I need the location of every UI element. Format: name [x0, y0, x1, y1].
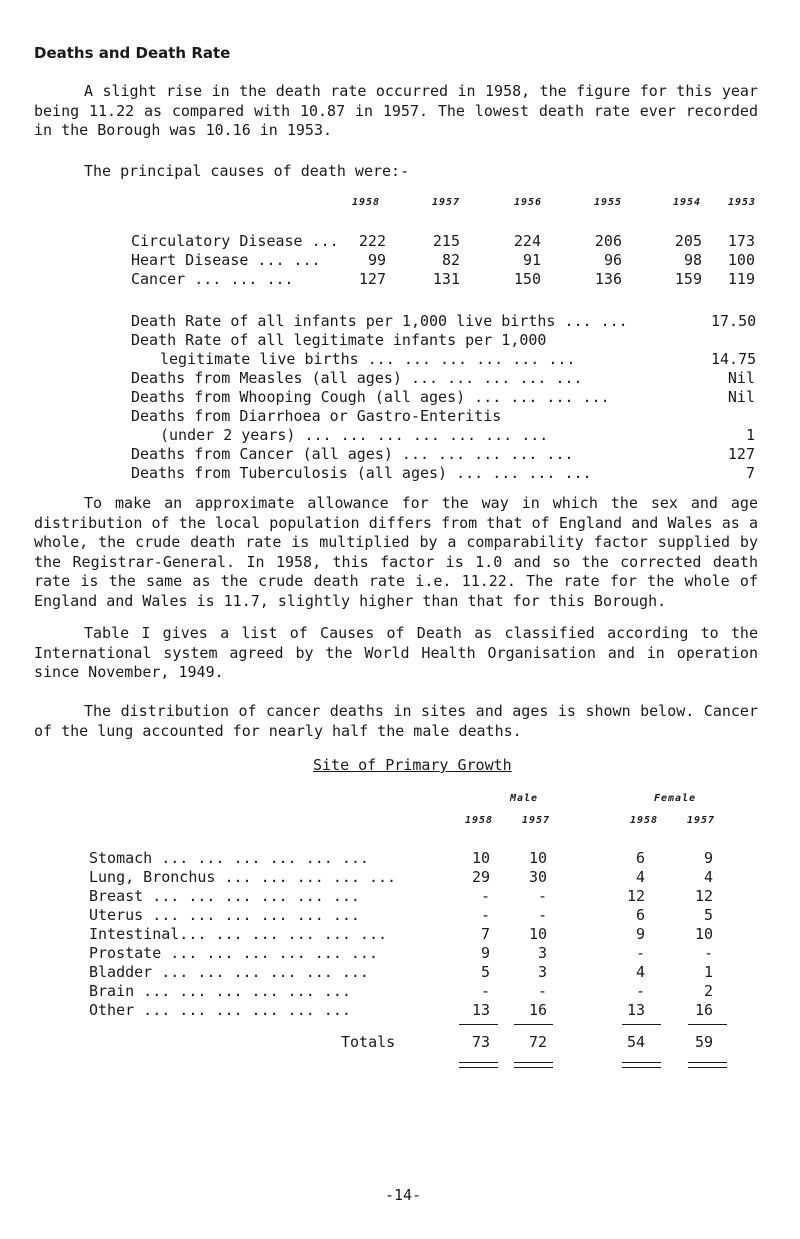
cause-value: 159	[674, 270, 702, 288]
site-value: 12	[694, 887, 713, 905]
cause-year-header: 1955	[594, 197, 623, 208]
paragraph-comparability: To make an approximate allowance for the way in which the sex and age distribution of the local population differs from that of England and Wales as a whole, the crude death rate is multiplied by a comparability factor supplied by the Registrar-General. In 1958, this factor is 1.0 and so the corrected death rate is the same as the crude death rate i.e. 11.22. The rate for the whole of England and Wales is 11.7, slightly higher than that for this Borough.	[34, 494, 758, 610]
rate-label: Deaths from Tuberculosis (all ages) ... ... ... ...	[131, 464, 592, 482]
total-rule	[622, 1024, 661, 1025]
cause-year-header: 1958	[352, 197, 381, 208]
cause-year-header: 1957	[432, 197, 461, 208]
site-value: 4	[635, 868, 645, 886]
rate-value: 14.75	[711, 350, 757, 368]
site-value: 29	[471, 868, 490, 886]
principal-causes-intro: The principal causes of death were:-	[84, 162, 410, 180]
site-value: -	[480, 906, 490, 924]
site-value: 16	[694, 1001, 713, 1019]
rate-value: 127	[727, 445, 755, 463]
site-value: 30	[528, 868, 547, 886]
paragraph-table-one: Table I gives a list of Causes of Death as classified according to the International system agreed by the World Health Organisation and in operation since November, 1949.	[34, 624, 758, 681]
cause-value: 82	[441, 251, 460, 269]
cause-value: 119	[727, 270, 755, 288]
cause-row-label: Heart Disease ... ...	[131, 251, 321, 269]
cause-year-header: 1953	[728, 197, 757, 208]
group-header-male: Male	[510, 793, 539, 804]
site-table-title: Site of Primary Growth	[313, 756, 512, 774]
site-value: -	[480, 887, 490, 905]
site-row-label: Uterus ... ... ... ... ... ...	[89, 906, 360, 924]
site-row-label: Prostate ... ... ... ... ... ...	[89, 944, 378, 962]
total-double-rule	[622, 1062, 661, 1068]
site-value: 6	[635, 849, 645, 867]
total-rule	[459, 1024, 498, 1025]
site-row-label: Lung, Bronchus ... ... ... ... ...	[89, 868, 397, 886]
cause-value: 136	[594, 270, 622, 288]
site-value: 4	[635, 963, 645, 981]
site-row-label: Other ... ... ... ... ... ...	[89, 1001, 351, 1019]
rate-label-continued: (under 2 years) ... ... ... ... ... ... ...	[160, 426, 549, 444]
cause-value: 98	[683, 251, 702, 269]
site-row-label: Stomach ... ... ... ... ... ...	[89, 849, 369, 867]
total-double-rule	[688, 1062, 727, 1068]
site-value: -	[703, 944, 713, 962]
total-value: 72	[528, 1033, 547, 1051]
cause-value: 205	[674, 232, 702, 250]
rate-value: Nil	[727, 388, 755, 406]
site-value: 3	[537, 944, 547, 962]
cause-value: 206	[594, 232, 622, 250]
rate-value: 1	[745, 426, 755, 444]
rate-label-continued: legitimate live births ... ... ... ... ... ...	[160, 350, 576, 368]
rate-value: Nil	[727, 369, 755, 387]
cause-value: 215	[432, 232, 460, 250]
paragraph-cancer-distribution: The distribution of cancer deaths in sites and ages is shown below. Cancer of the lung accounted for nearly half the male deaths.	[34, 702, 758, 740]
page-heading: Deaths and Death Rate	[34, 44, 231, 62]
rate-label: Deaths from Measles (all ages) ... ... ... ... ...	[131, 369, 583, 387]
page-number: -14-	[385, 1186, 422, 1204]
total-rule	[688, 1024, 727, 1025]
site-value: 1	[703, 963, 713, 981]
total-value: 73	[471, 1033, 490, 1051]
site-value: 13	[471, 1001, 490, 1019]
rate-label: Deaths from Diarrhoea or Gastro-Enteritis	[131, 407, 502, 425]
site-value: 9	[703, 849, 713, 867]
site-row-label: Breast ... ... ... ... ... ...	[89, 887, 360, 905]
site-year-header: 1957	[522, 815, 551, 826]
cause-row-label: Circulatory Disease ...	[131, 232, 339, 250]
rate-label: Death Rate of all infants per 1,000 live births ... ...	[131, 312, 628, 330]
site-row-label: Bladder ... ... ... ... ... ...	[89, 963, 369, 981]
rate-value: 17.50	[711, 312, 757, 330]
site-value: 5	[703, 906, 713, 924]
cause-row-label: Cancer ... ... ...	[131, 270, 294, 288]
site-value: 16	[528, 1001, 547, 1019]
site-value: 10	[528, 925, 547, 943]
site-value: 7	[480, 925, 490, 943]
site-row-label: Brain ... ... ... ... ... ...	[89, 982, 351, 1000]
site-value: -	[537, 906, 547, 924]
site-value: 3	[537, 963, 547, 981]
paragraph-death-rate: A slight rise in the death rate occurred in 1958, the figure for this year being 11.22 as compared with 10.87 in 1957. The lowest death rate ever recorded in the Borough was 10.16 in 1953.	[34, 82, 758, 139]
site-value: -	[635, 944, 645, 962]
cause-year-header: 1956	[514, 197, 543, 208]
total-value: 59	[694, 1033, 713, 1051]
total-rule	[514, 1024, 553, 1025]
rate-label: Deaths from Whooping Cough (all ages) ... ... ... ...	[131, 388, 610, 406]
cause-value: 127	[358, 270, 386, 288]
group-header-female: Female	[654, 793, 697, 804]
site-value: 9	[635, 925, 645, 943]
site-value: 2	[703, 982, 713, 1000]
site-row-label: Intestinal... ... ... ... ... ...	[89, 925, 388, 943]
site-value: 10	[471, 849, 490, 867]
site-value: 13	[626, 1001, 645, 1019]
site-year-header: 1958	[630, 815, 659, 826]
site-value: 9	[480, 944, 490, 962]
cause-value: 222	[358, 232, 386, 250]
cause-value: 96	[603, 251, 622, 269]
site-value: -	[537, 887, 547, 905]
site-year-header: 1958	[465, 815, 494, 826]
cause-value: 173	[727, 232, 755, 250]
totals-label: Totals	[341, 1033, 396, 1051]
total-value: 54	[626, 1033, 645, 1051]
cause-value: 99	[367, 251, 386, 269]
cause-value: 131	[432, 270, 460, 288]
rate-label: Death Rate of all legitimate infants per 1,000	[131, 331, 547, 349]
cause-value: 224	[513, 232, 541, 250]
cause-year-header: 1954	[673, 197, 702, 208]
site-value: -	[635, 982, 645, 1000]
site-value: 12	[626, 887, 645, 905]
site-value: 10	[694, 925, 713, 943]
rate-label: Deaths from Cancer (all ages) ... ... ... ... ...	[131, 445, 574, 463]
rate-value: 7	[745, 464, 755, 482]
site-year-header: 1957	[687, 815, 716, 826]
site-value: -	[537, 982, 547, 1000]
site-value: 6	[635, 906, 645, 924]
cause-value: 91	[522, 251, 541, 269]
site-value: 10	[528, 849, 547, 867]
site-value: 5	[480, 963, 490, 981]
total-double-rule	[514, 1062, 553, 1068]
site-value: -	[480, 982, 490, 1000]
cause-value: 150	[513, 270, 541, 288]
site-value: 4	[703, 868, 713, 886]
total-double-rule	[459, 1062, 498, 1068]
cause-value: 100	[727, 251, 755, 269]
